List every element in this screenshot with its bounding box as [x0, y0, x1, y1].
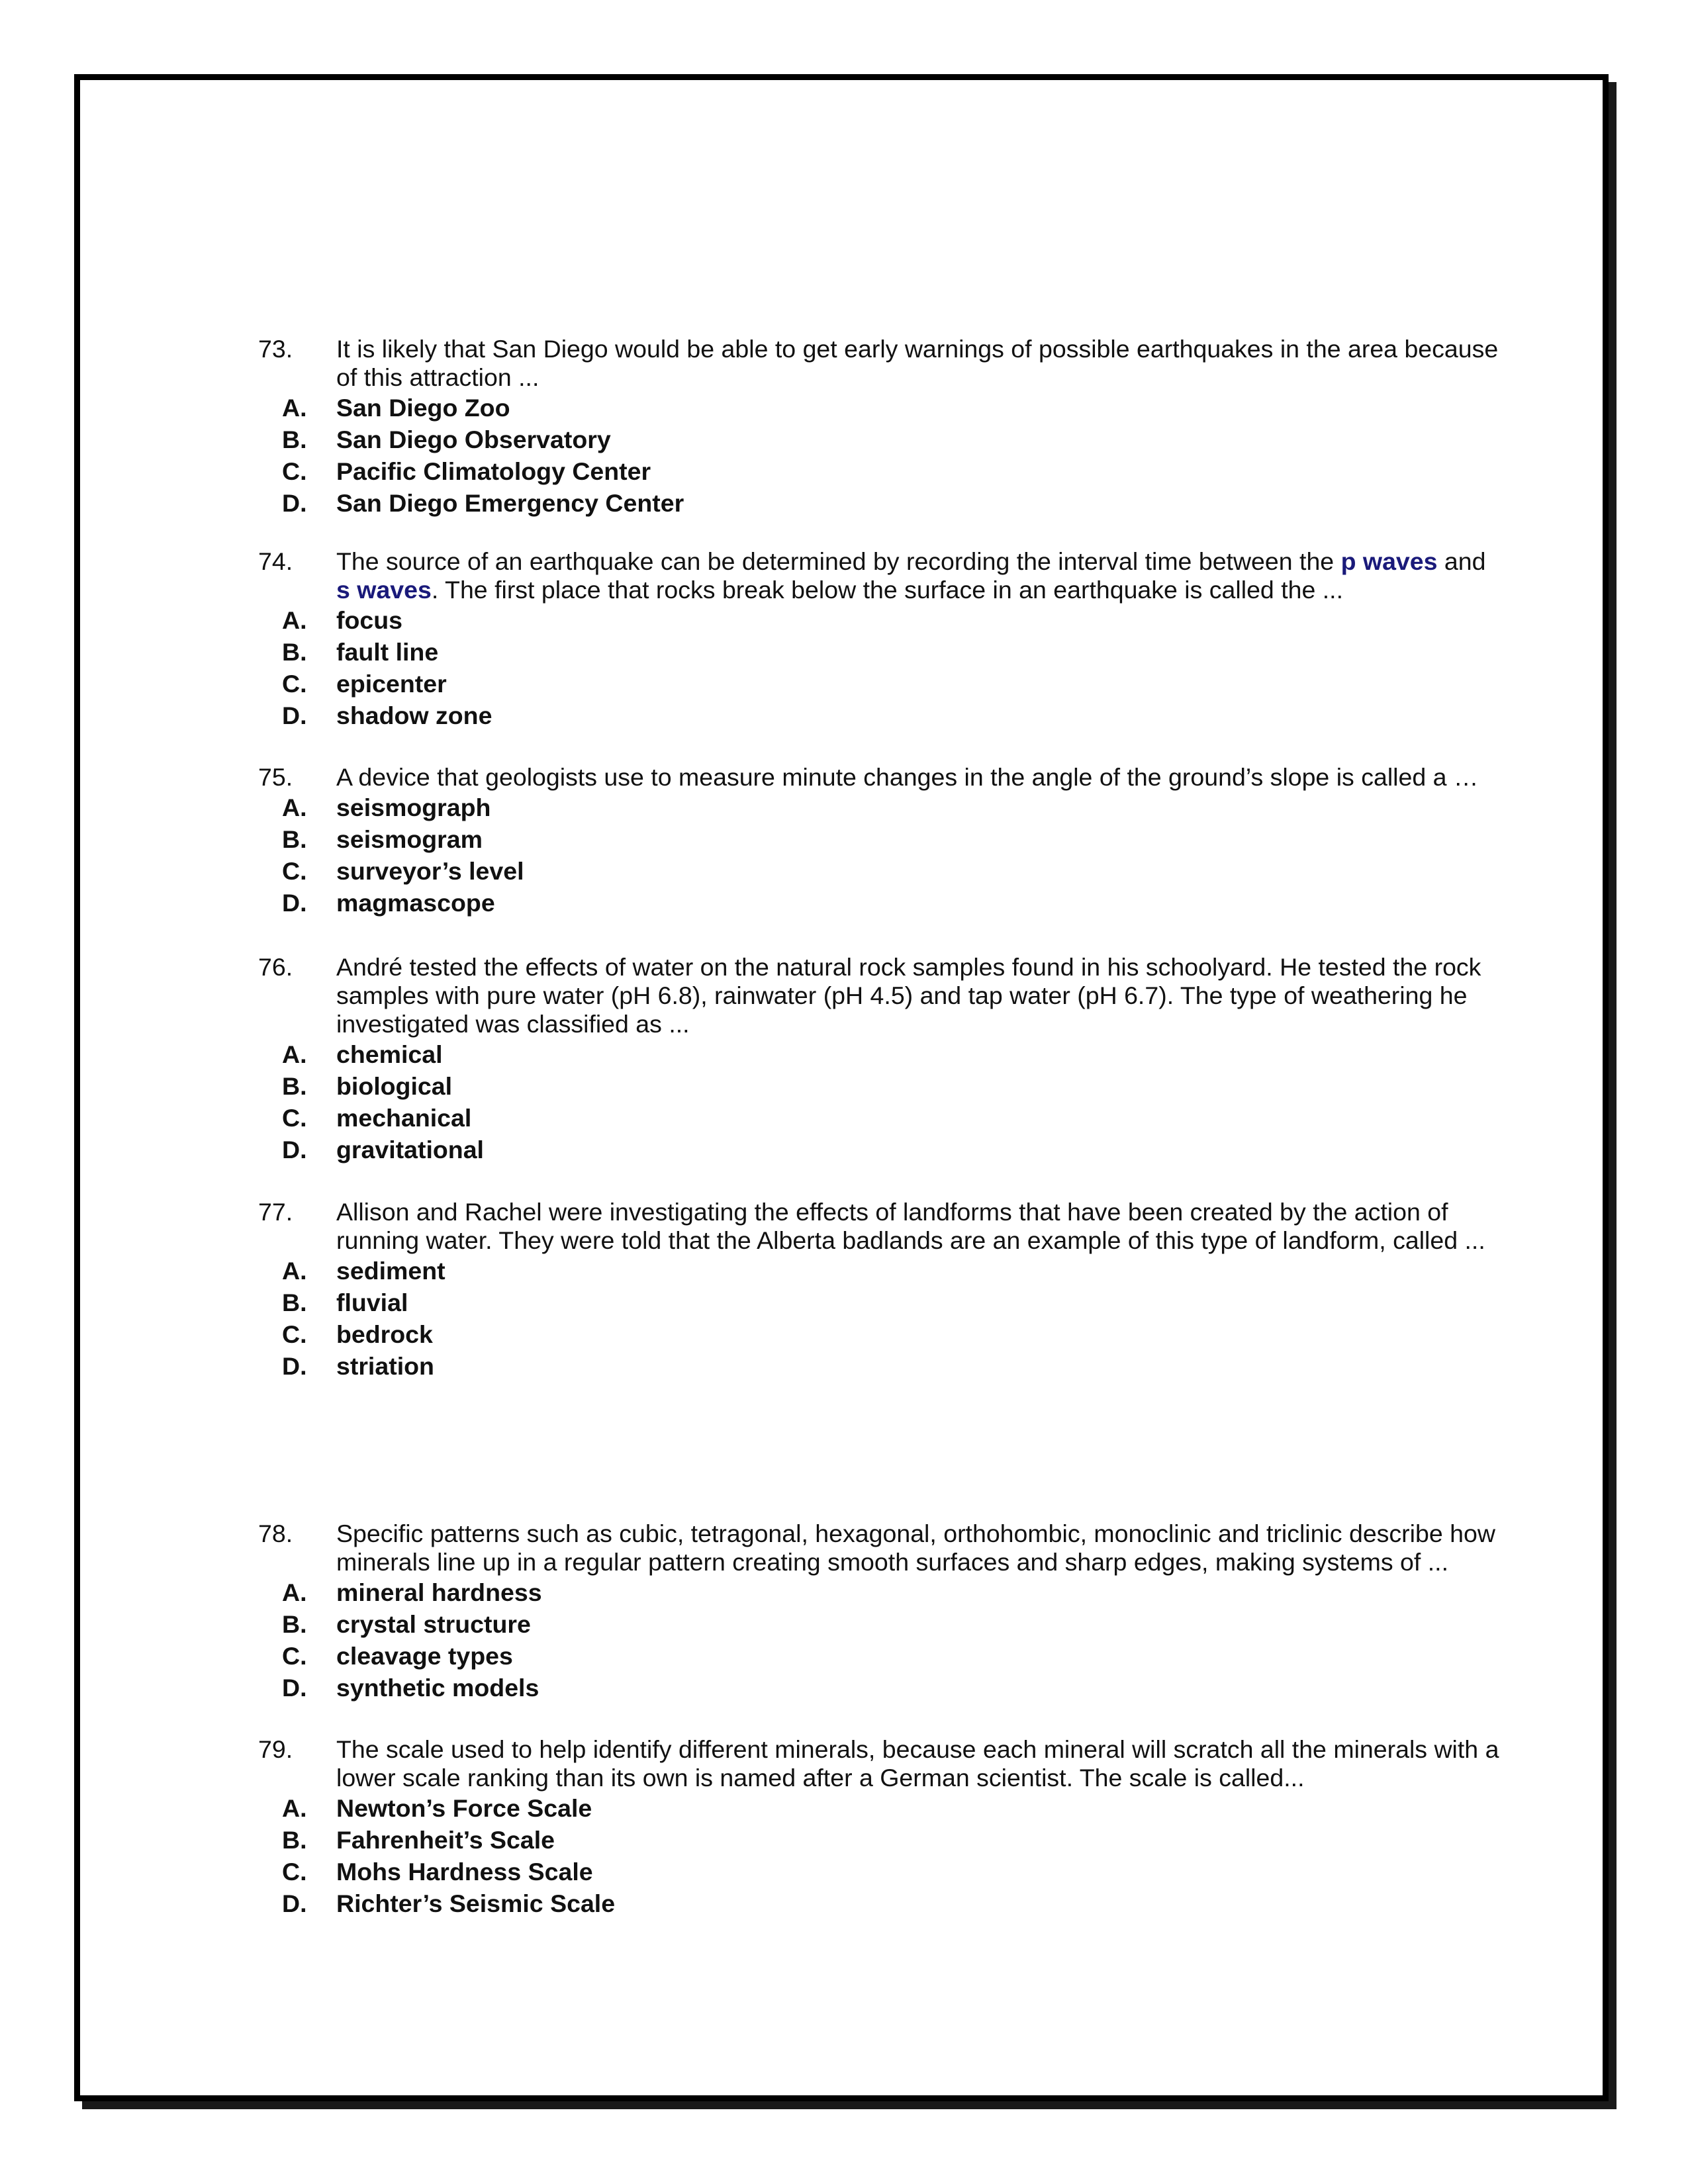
option-text: gravitational — [336, 1136, 484, 1163]
answer-option-d[interactable] — [258, 1134, 1503, 1165]
option-letter: B. — [282, 825, 307, 853]
question-number: 76. — [258, 953, 293, 981]
option-letter: B. — [282, 638, 307, 666]
option-letter: A. — [282, 1257, 307, 1285]
answer-option-b[interactable] — [258, 823, 1503, 855]
answer-option-d[interactable] — [258, 887, 1503, 919]
option-text: striation — [336, 1352, 434, 1380]
option-letter: B. — [282, 1610, 307, 1638]
answer-option-b[interactable] — [258, 636, 1503, 668]
question-78 — [258, 1520, 1503, 1704]
question-79 — [258, 1735, 1503, 1919]
option-letter: D. — [282, 702, 307, 729]
keyword-p-waves: p waves — [1340, 547, 1438, 575]
option-text: focus — [336, 606, 403, 634]
question-stem — [258, 1520, 1503, 1576]
option-text: Newton’s Force Scale — [336, 1794, 592, 1822]
answer-option-c[interactable] — [258, 1640, 1503, 1672]
question-stem — [258, 1198, 1503, 1255]
question-stem — [258, 335, 1503, 392]
answer-option-a[interactable] — [258, 1038, 1503, 1070]
answer-option-c[interactable] — [258, 1102, 1503, 1134]
option-letter: A. — [282, 606, 307, 634]
question-text-part: and — [1437, 547, 1486, 575]
option-letter: A. — [282, 1578, 307, 1606]
question-number: 75. — [258, 763, 293, 791]
option-text: Mohs Hardness Scale — [336, 1858, 593, 1886]
option-letter: D. — [282, 1136, 307, 1163]
answer-option-c[interactable] — [258, 855, 1503, 887]
option-text: mineral hardness — [336, 1578, 542, 1606]
answer-option-b[interactable] — [258, 1070, 1503, 1102]
option-text: San Diego Observatory — [336, 426, 611, 453]
option-text: surveyor’s level — [336, 857, 524, 885]
option-letter: B. — [282, 1826, 307, 1854]
option-text: sediment — [336, 1257, 445, 1285]
option-letter: B. — [282, 1072, 307, 1100]
answer-option-a[interactable] — [258, 1792, 1503, 1824]
option-text: San Diego Zoo — [336, 394, 510, 422]
question-number: 77. — [258, 1198, 293, 1226]
option-letter: C. — [282, 1642, 307, 1670]
option-letter: D. — [282, 1352, 307, 1380]
answer-option-c[interactable] — [258, 668, 1503, 700]
answer-option-c[interactable] — [258, 1856, 1503, 1888]
option-letter: D. — [282, 489, 307, 517]
option-letter: C. — [282, 857, 307, 885]
question-stem — [258, 953, 1503, 1038]
option-text: seismograph — [336, 794, 491, 821]
answer-option-d[interactable] — [258, 700, 1503, 731]
option-text: chemical — [336, 1040, 443, 1068]
answer-option-b[interactable] — [258, 1824, 1503, 1856]
answer-option-b[interactable] — [258, 1608, 1503, 1640]
question-text-part: . The first place that rocks break below the surface in an earthquake is called the ... — [431, 576, 1344, 604]
option-text: Pacific Climatology Center — [336, 457, 651, 485]
option-letter: D. — [282, 889, 307, 917]
question-stem — [258, 1735, 1503, 1792]
question-text-part: The source of an earthquake can be determined by recording the interval time between the — [336, 547, 1341, 575]
question-75 — [258, 763, 1503, 919]
option-letter: D. — [282, 1674, 307, 1702]
answer-option-a[interactable] — [258, 392, 1503, 424]
option-letter: A. — [282, 794, 307, 821]
option-letter: C. — [282, 670, 307, 698]
question-74 — [258, 547, 1503, 731]
answer-option-a[interactable] — [258, 1255, 1503, 1287]
option-text: magmascope — [336, 889, 495, 917]
option-letter: C. — [282, 457, 307, 485]
option-text: fault line — [336, 638, 439, 666]
option-letter: C. — [282, 1104, 307, 1132]
question-76 — [258, 953, 1503, 1165]
question-number: 73. — [258, 335, 293, 363]
answer-option-b[interactable] — [258, 1287, 1503, 1318]
option-text: fluvial — [336, 1289, 408, 1316]
option-letter: D. — [282, 1889, 307, 1917]
question-number: 79. — [258, 1735, 293, 1763]
question-text: A device that geologists use to measure minute changes in the angle of the ground’s slope is called a … — [336, 763, 1479, 791]
question-number: 74. — [258, 547, 293, 575]
option-letter: C. — [282, 1320, 307, 1348]
answer-option-d[interactable] — [258, 1350, 1503, 1382]
answer-option-d[interactable] — [258, 487, 1503, 519]
answer-option-a[interactable] — [258, 1576, 1503, 1608]
option-text: seismogram — [336, 825, 483, 853]
question-text: It is likely that San Diego would be able to get early warnings of possible earthquakes in the area because of this attraction ... — [336, 335, 1499, 391]
option-text: cleavage types — [336, 1642, 513, 1670]
question-stem — [258, 547, 1503, 604]
question-number: 78. — [258, 1520, 293, 1547]
question-text: The scale used to help identify different minerals, because each mineral will scratch all the minerals with a lower scale ranking than its own is named after a German scientist. The scale is called... — [336, 1735, 1499, 1792]
answer-option-d[interactable] — [258, 1672, 1503, 1704]
option-letter: A. — [282, 1040, 307, 1068]
question-stem — [258, 763, 1503, 792]
answer-option-c[interactable] — [258, 455, 1503, 487]
option-text: epicenter — [336, 670, 447, 698]
answer-option-a[interactable] — [258, 604, 1503, 636]
question-text — [336, 547, 1503, 604]
option-text: bedrock — [336, 1320, 433, 1348]
option-text: crystal structure — [336, 1610, 531, 1638]
answer-option-a[interactable] — [258, 792, 1503, 823]
option-text: San Diego Emergency Center — [336, 489, 684, 517]
answer-option-c[interactable] — [258, 1318, 1503, 1350]
answer-option-d[interactable] — [258, 1888, 1503, 1919]
option-letter: B. — [282, 426, 307, 453]
question-text: Allison and Rachel were investigating the effects of landforms that have been created by the action of running water. They were told that the Alberta badlands are an example of this type of landform, called ... — [336, 1198, 1485, 1254]
option-letter: A. — [282, 394, 307, 422]
option-letter: A. — [282, 1794, 307, 1822]
answer-option-b[interactable] — [258, 424, 1503, 455]
option-text: Fahrenheit’s Scale — [336, 1826, 555, 1854]
option-text: mechanical — [336, 1104, 472, 1132]
option-text: shadow zone — [336, 702, 492, 729]
question-73 — [258, 335, 1503, 519]
option-text: synthetic models — [336, 1674, 539, 1702]
option-letter: C. — [282, 1858, 307, 1886]
option-text: biological — [336, 1072, 453, 1100]
question-text: André tested the effects of water on the natural rock samples found in his schoolyard. He tested the rock samples with pure water (pH 6.8), rainwater (pH 4.5) and tap water (pH 6.7). The type of weathering he investigated was classified as ... — [336, 953, 1481, 1038]
keyword-s-waves: s waves — [336, 576, 432, 604]
question-77 — [258, 1198, 1503, 1382]
question-text: Specific patterns such as cubic, tetragonal, hexagonal, orthohombic, monoclinic and triclinic describe how minerals line up in a regular pattern creating smooth surfaces and sharp edges, making systems of ... — [336, 1520, 1495, 1576]
option-letter: B. — [282, 1289, 307, 1316]
option-text: Richter’s Seismic Scale — [336, 1889, 616, 1917]
